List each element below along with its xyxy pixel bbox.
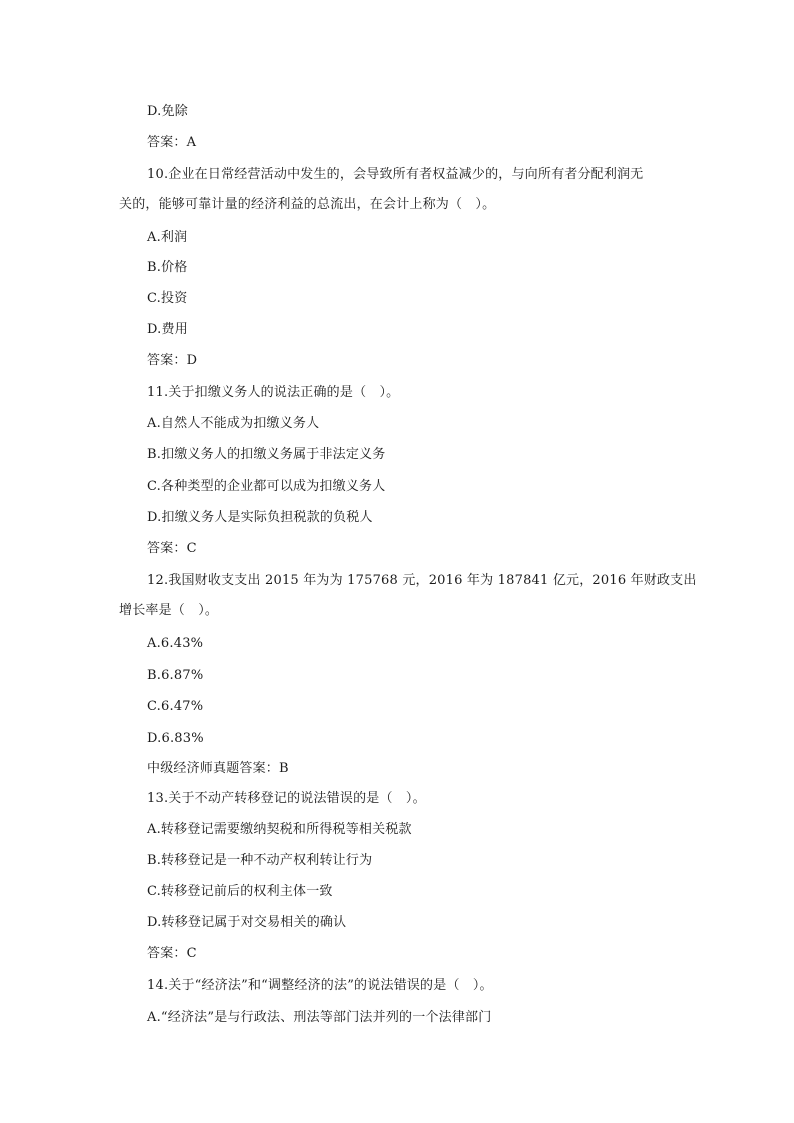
answer-line: 答案：C [147,946,197,961]
option-line: C.转移登记前后的权利主体一致 [147,884,333,899]
question-line: 10.企业在日常经营活动中发生的，会导致所有者权益减少的，与向所有者分配利润无 [147,167,644,182]
option-line: B.转移登记是一种不动产权利转让行为 [147,853,373,868]
question-continuation: 增长率是（ ）。 [119,603,219,618]
option-line: D.费用 [147,322,188,337]
option-line: C.6.47% [147,699,204,714]
question-line: 14.关于“经济法”和“调整经济的法”的说法错误的是（ ）。 [147,978,493,993]
option-line: B.价格 [147,260,188,275]
question-line: 13.关于不动产转移登记的说法错误的是（ ）。 [147,791,426,806]
option-line: B.扣缴义务人的扣缴义务属于非法定义务 [147,447,386,462]
option-line: D.6.83% [147,731,204,746]
option-line: C.各种类型的企业都可以成为扣缴义务人 [147,479,386,494]
option-line: D.转移登记属于对交易相关的确认 [147,915,347,930]
answer-line: 答案：D [147,353,198,368]
answer-line: 中级经济师真题答案：B [147,761,289,776]
option-line: D.免除 [147,104,188,119]
question-line: 11.关于扣缴义务人的说法正确的是（ ）。 [147,385,400,400]
option-line: A.6.43% [147,636,204,651]
question-line: 12.我国财收支支出 2015 年为为 175768 元，2016 年为 187841 亿元，2016 年财政支出 [147,573,697,588]
option-line: C.投资 [147,291,188,306]
answer-line: 答案：A [147,135,197,150]
answer-line: 答案：C [147,541,197,556]
question-continuation: 关的，能够可靠计量的经济利益的总流出，在会计上称为（ ）。 [119,197,496,212]
option-line: A.利润 [147,230,188,245]
option-line: A.自然人不能成为扣缴义务人 [147,416,320,431]
option-line: D.扣缴义务人是实际负担税款的负税人 [147,510,373,525]
option-line: A.转移登记需要缴纳契税和所得税等相关税款 [147,822,412,837]
option-line: B.6.87% [147,668,204,683]
option-line: A.“经济法”是与行政法、刑法等部门法并列的一个法律部门 [147,1010,492,1025]
